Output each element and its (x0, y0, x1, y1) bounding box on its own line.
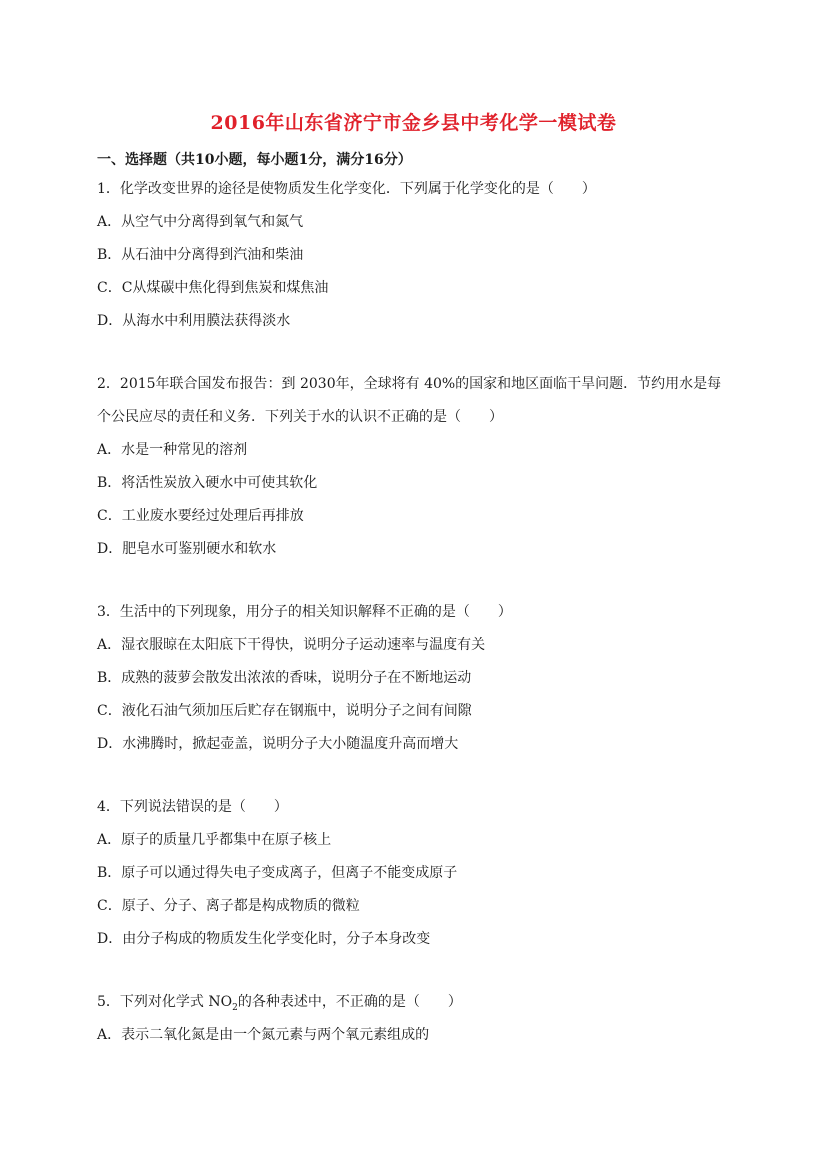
question-2-option-d: D．肥皂水可鉴别硬水和软水 (97, 541, 277, 557)
question-3-stem: 3．生活中的下列现象，用分子的相关知识解释不正确的是（ ） (97, 604, 512, 620)
section-heading: 一、选择题（共10小题，每小题1分，满分16分） (97, 152, 412, 168)
question-3-option-d: D．水沸腾时，掀起壶盖，说明分子大小随温度升高而增大 (97, 736, 459, 752)
question-3-option-a: A．湿衣服晾在太阳底下干得快，说明分子运动速率与温度有关 (97, 637, 486, 653)
question-3-option-c: C．液化石油气须加压后贮存在钢瓶中，说明分子之间有间隙 (97, 703, 472, 719)
question-2-option-c: C．工业废水要经过处理后再排放 (97, 508, 304, 524)
question-5-option-a: A．表示二氧化氮是由一个氮元素与两个氧元素组成的 (97, 1027, 430, 1043)
question-4-option-d: D．由分子构成的物质发生化学变化时，分子本身改变 (97, 931, 431, 947)
question-1-stem: 1．化学改变世界的途径是使物质发生化学变化．下列属于化学变化的是（ ） (97, 181, 596, 197)
question-5-stem-pre: 5．下列对化学式 NO (97, 994, 233, 1010)
question-4-option-c: C．原子、分子、离子都是构成物质的微粒 (97, 898, 360, 914)
question-5-stem (97, 994, 737, 1014)
question-5-stem-subscript: 2 (232, 1002, 238, 1013)
question-3-option-b: B．成熟的菠萝会散发出浓浓的香味，说明分子在不断地运动 (97, 670, 472, 686)
question-2-option-a: A．水是一种常见的溶剂 (97, 442, 248, 458)
question-2-stem-line2: 个公民应尽的责任和义务．下列关于水的认识不正确的是（ ） (97, 409, 503, 425)
question-1-option-b: B．从石油中分离得到汽油和柴油 (97, 247, 304, 263)
question-4-option-b: B．原子可以通过得失电子变成离子，但离子不能变成原子 (97, 865, 458, 881)
question-2-stem-line1: 2．2015年联合国发布报告：到 2030年，全球将有 40%的国家和地区面临干旱问题．节约用水是每 (97, 376, 722, 392)
question-4-option-a: A．原子的质量几乎都集中在原子核上 (97, 832, 332, 848)
question-5-stem-post: 的各种表述中，不正确的是（ ） (237, 994, 462, 1010)
question-2-option-b: B．将活性炭放入硬水中可使其软化 (97, 475, 318, 491)
question-1-option-a: A．从空气中分离得到氧气和氮气 (97, 214, 304, 230)
question-1-option-c: C．C从煤碳中焦化得到焦炭和煤焦油 (97, 280, 329, 296)
question-1-option-d: D．从海水中利用膜法获得淡水 (97, 313, 291, 329)
question-4-stem: 4．下列说法错误的是（ ） (97, 799, 288, 815)
paper-title: 2016年山东省济宁市金乡县中考化学一模试卷 (210, 112, 617, 134)
